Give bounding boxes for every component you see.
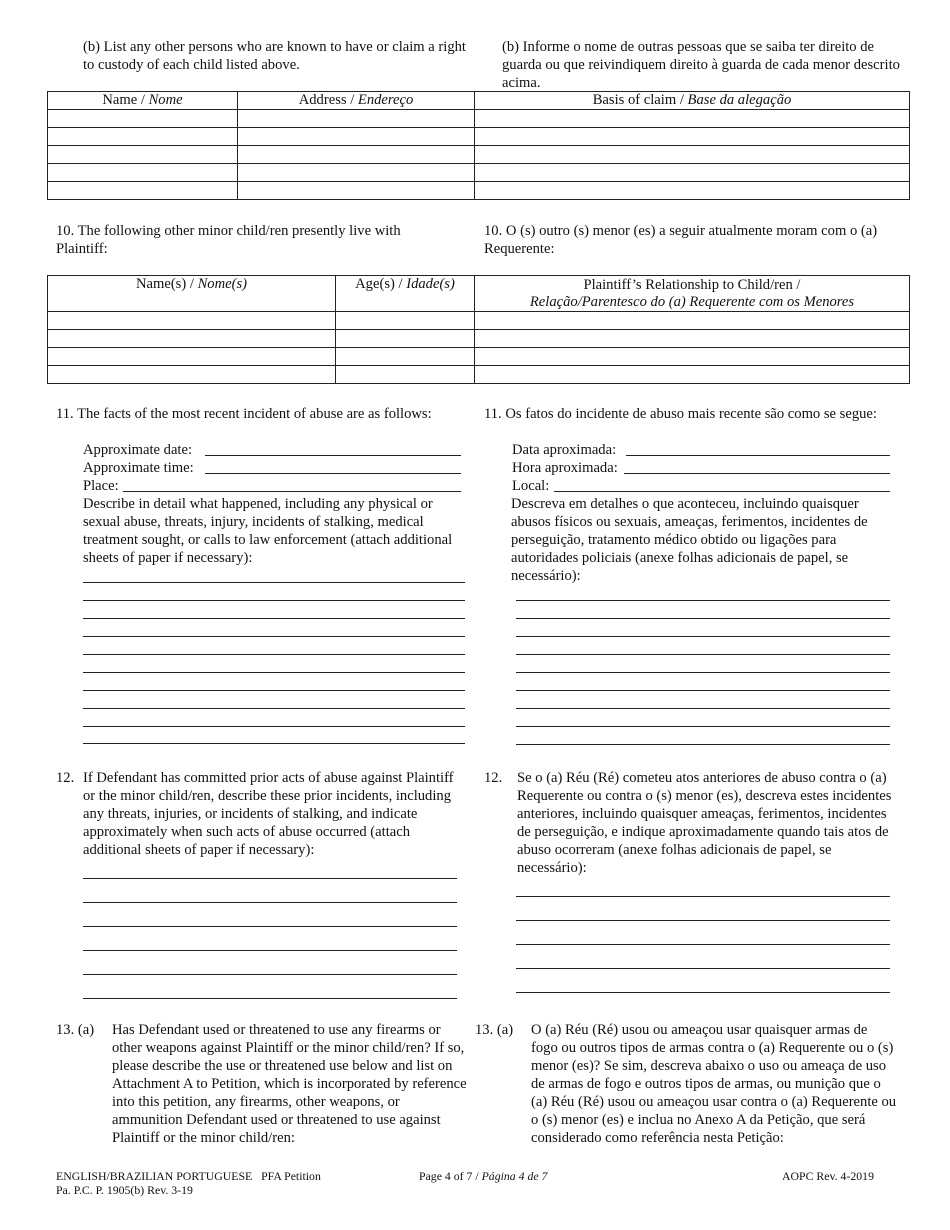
q11-title-pt: 11. Os fatos do incidente de abuso mais recente são como se segue:	[484, 406, 877, 422]
col-relationship-header: Plaintiff’s Relationship to Child/ren / Relação/Parentesco do (a) Requerente com os Menores	[475, 276, 910, 312]
table-cell[interactable]	[475, 110, 910, 128]
table-row	[48, 110, 910, 128]
answer-line[interactable]	[83, 726, 465, 727]
answer-line[interactable]	[516, 708, 890, 709]
place-label: Place:	[83, 478, 119, 494]
q11-place-field-en	[83, 477, 463, 495]
table-cell[interactable]	[336, 312, 475, 330]
table-cell[interactable]	[48, 366, 336, 384]
approx-time-input[interactable]	[205, 473, 461, 474]
table-row	[48, 330, 910, 348]
table-cell[interactable]	[336, 330, 475, 348]
answer-line[interactable]	[83, 654, 465, 655]
answer-line[interactable]	[83, 974, 457, 975]
place-input-pt[interactable]	[554, 491, 890, 492]
q12-text-pt: Se o (a) Réu (Ré) cometeu atos anteriores de abuso contra o (a) Requerente ou contra o (s) menor (es), descreva estes incidentes anteriores, incluindo quaisquer ameaças, ferimentos, incidentes de perseguição, e indique aproximadamente quando tais atos de abuso ocorreram (anexe folhas adicionais de papel, se necessário):	[517, 770, 892, 876]
approx-time-label: Approximate time:	[83, 460, 194, 476]
custody-claimants-table	[47, 91, 910, 200]
footer-page-number: Page 4 of 7 / Página 4 de 7	[419, 1169, 548, 1183]
approx-date-label: Approximate date:	[83, 442, 193, 458]
q11-date-field-pt	[512, 441, 892, 459]
q11-place-field-pt	[512, 477, 892, 495]
col-basis-header: Basis of claim / Base da alegação	[475, 92, 910, 110]
q12-number-pt: 12.	[484, 770, 503, 786]
answer-line[interactable]	[83, 950, 457, 951]
q13a-number-pt: 13. (a)	[475, 1022, 514, 1038]
q13a-text-pt: O (a) Réu (Ré) usou ou ameaçou usar quaisquer armas de fogo ou outros tipos de armas contra o (a) Requerente ou o (s) menor (es)? Se sim, descreva abaixo o uso ou ameaça de uso de armas de fogo e outros tipos de armas, ou munição que o (a) Réu (Ré) usou ou ameaçou usar contra o (a) Requerente ou o (s) menor (es) e inclua no Anexo A da Petição, que será considerado como referência nesta Petição:	[531, 1022, 897, 1146]
q12-text-en: If Defendant has committed prior acts of abuse against Plaintiff or the minor child/ren, describe these prior incidents, including any threats, injuries, or incidents of stalking, and indicate approximately when such acts of abuse occurred (attach additional sheets of paper if necessary):	[83, 770, 454, 858]
q11-title-en: 11. The facts of the most recent incident of abuse are as follows:	[56, 406, 432, 422]
answer-line[interactable]	[83, 926, 457, 927]
q9b-text-pt: (b) Informe o nome de outras pessoas que se saiba ter direito de guarda ou que reivindiquem direito à guarda de cada menor descrito acima.	[502, 39, 900, 91]
table-cell[interactable]	[475, 348, 910, 366]
table-cell[interactable]	[475, 366, 910, 384]
answer-line[interactable]	[83, 582, 465, 583]
answer-line[interactable]	[516, 992, 890, 993]
table-header-row	[48, 92, 910, 110]
answer-line[interactable]	[83, 618, 465, 619]
place-label-pt: Local:	[512, 478, 550, 494]
q11-time-field-en	[83, 459, 463, 477]
footer-revision: AOPC Rev. 4-2019	[782, 1169, 874, 1183]
answer-line[interactable]	[516, 920, 890, 921]
answer-line[interactable]	[516, 744, 890, 745]
col-address-header: Address / Endereço	[238, 92, 475, 110]
table-cell[interactable]	[475, 330, 910, 348]
table-cell[interactable]	[48, 164, 238, 182]
table-cell[interactable]	[48, 182, 238, 200]
table-row	[48, 312, 910, 330]
col-ages-header: Age(s) / Idade(s)	[336, 276, 475, 312]
answer-line[interactable]	[516, 654, 890, 655]
approx-time-input-pt[interactable]	[624, 473, 890, 474]
table-cell[interactable]	[336, 366, 475, 384]
table-header-row	[48, 276, 910, 312]
place-input[interactable]	[123, 491, 461, 492]
table-cell[interactable]	[475, 146, 910, 164]
table-cell[interactable]	[238, 128, 475, 146]
approx-date-input-pt[interactable]	[626, 455, 890, 456]
approx-date-input[interactable]	[205, 455, 461, 456]
q12-answer-lines-pt[interactable]	[516, 882, 890, 996]
footer-rule-ref: Pa. P.C. P. 1905(b) Rev. 3-19	[56, 1183, 193, 1197]
answer-line[interactable]	[83, 690, 465, 691]
table-cell[interactable]	[238, 164, 475, 182]
q9b-text-en: (b) List any other persons who are known to have or claim a right to custody of each child listed above.	[83, 39, 466, 73]
answer-line[interactable]	[83, 636, 465, 637]
answer-line[interactable]	[83, 998, 457, 999]
table-row	[48, 146, 910, 164]
answer-line[interactable]	[83, 600, 465, 601]
other-children-table	[47, 275, 910, 384]
footer-left	[56, 1169, 386, 1197]
table-cell[interactable]	[475, 182, 910, 200]
answer-line[interactable]	[83, 708, 465, 709]
table-cell[interactable]	[336, 348, 475, 366]
answer-line[interactable]	[83, 902, 457, 903]
table-row	[48, 164, 910, 182]
q11-describe-en: Describe in detail what happened, including any physical or sexual abuse, threats, injury, incidents of stalking, medical treatment sought, or calls to law enforcement (attach additional sheets of paper if necessary):	[83, 496, 453, 566]
answer-line[interactable]	[83, 878, 457, 879]
answer-line[interactable]	[516, 968, 890, 969]
table-cell[interactable]	[475, 312, 910, 330]
table-cell[interactable]	[48, 312, 336, 330]
q13a-text-en: Has Defendant used or threatened to use any firearms or other weapons against Plaintiff or the minor child/ren? If so, please describe the use or threatened use below and list on Attachment A to Petition, which is incorporated by reference into this petition, any firearms, other weapons, or ammunition Defendant used or threatened to use against Plaintiff or the minor child/ren:	[112, 1022, 467, 1146]
table-row	[48, 366, 910, 384]
answer-line[interactable]	[83, 672, 465, 673]
answer-line[interactable]	[516, 600, 890, 601]
q11-answer-lines-en[interactable]	[83, 566, 465, 746]
table-row	[48, 348, 910, 366]
q12-number-en: 12.	[56, 770, 75, 786]
q10-text-pt: 10. O (s) outro (s) menor (es) a seguir atualmente moram com o (a) Requerente:	[484, 223, 878, 257]
q11-answer-lines-pt[interactable]	[516, 584, 890, 746]
answer-line[interactable]	[516, 896, 890, 897]
answer-line[interactable]	[516, 672, 890, 673]
table-cell[interactable]	[238, 182, 475, 200]
table-cell[interactable]	[48, 128, 238, 146]
answer-line[interactable]	[516, 636, 890, 637]
answer-line[interactable]	[516, 690, 890, 691]
table-cell[interactable]	[238, 146, 475, 164]
q11-describe-pt: Descreva em detalhes o que aconteceu, incluindo quaisquer abusos físicos ou sexuais, ameaças, ferimentos, incidentes de perseguição, tratamento médico obtido ou ligações para autoridades policiais (anexe folhas adicionais de papel, se necessário):	[511, 496, 868, 584]
footer-form-title: ENGLISH/BRAZILIAN PORTUGUESE PFA Petition	[56, 1169, 321, 1183]
approx-time-label-pt: Hora aproximada:	[512, 460, 618, 476]
table-row	[48, 182, 910, 200]
table-cell[interactable]	[48, 330, 336, 348]
table-cell[interactable]	[475, 128, 910, 146]
table-cell[interactable]	[238, 110, 475, 128]
table-cell[interactable]	[48, 348, 336, 366]
q12-answer-lines-en[interactable]	[83, 864, 457, 1004]
answer-line[interactable]	[516, 618, 890, 619]
col-name-header: Name / Nome	[48, 92, 238, 110]
table-cell[interactable]	[48, 146, 238, 164]
col-names-header: Name(s) / Nome(s)	[48, 276, 336, 312]
answer-line[interactable]	[83, 743, 465, 744]
table-cell[interactable]	[48, 110, 238, 128]
approx-date-label-pt: Data aproximada:	[512, 442, 617, 458]
q11-date-field-en	[83, 441, 463, 459]
q11-time-field-pt	[512, 459, 892, 477]
q10-text-en: 10. The following other minor child/ren presently live with Plaintiff:	[56, 223, 401, 257]
table-cell[interactable]	[475, 164, 910, 182]
table-row	[48, 128, 910, 146]
answer-line[interactable]	[516, 726, 890, 727]
answer-line[interactable]	[516, 944, 890, 945]
q13a-number-en: 13. (a)	[56, 1022, 95, 1038]
